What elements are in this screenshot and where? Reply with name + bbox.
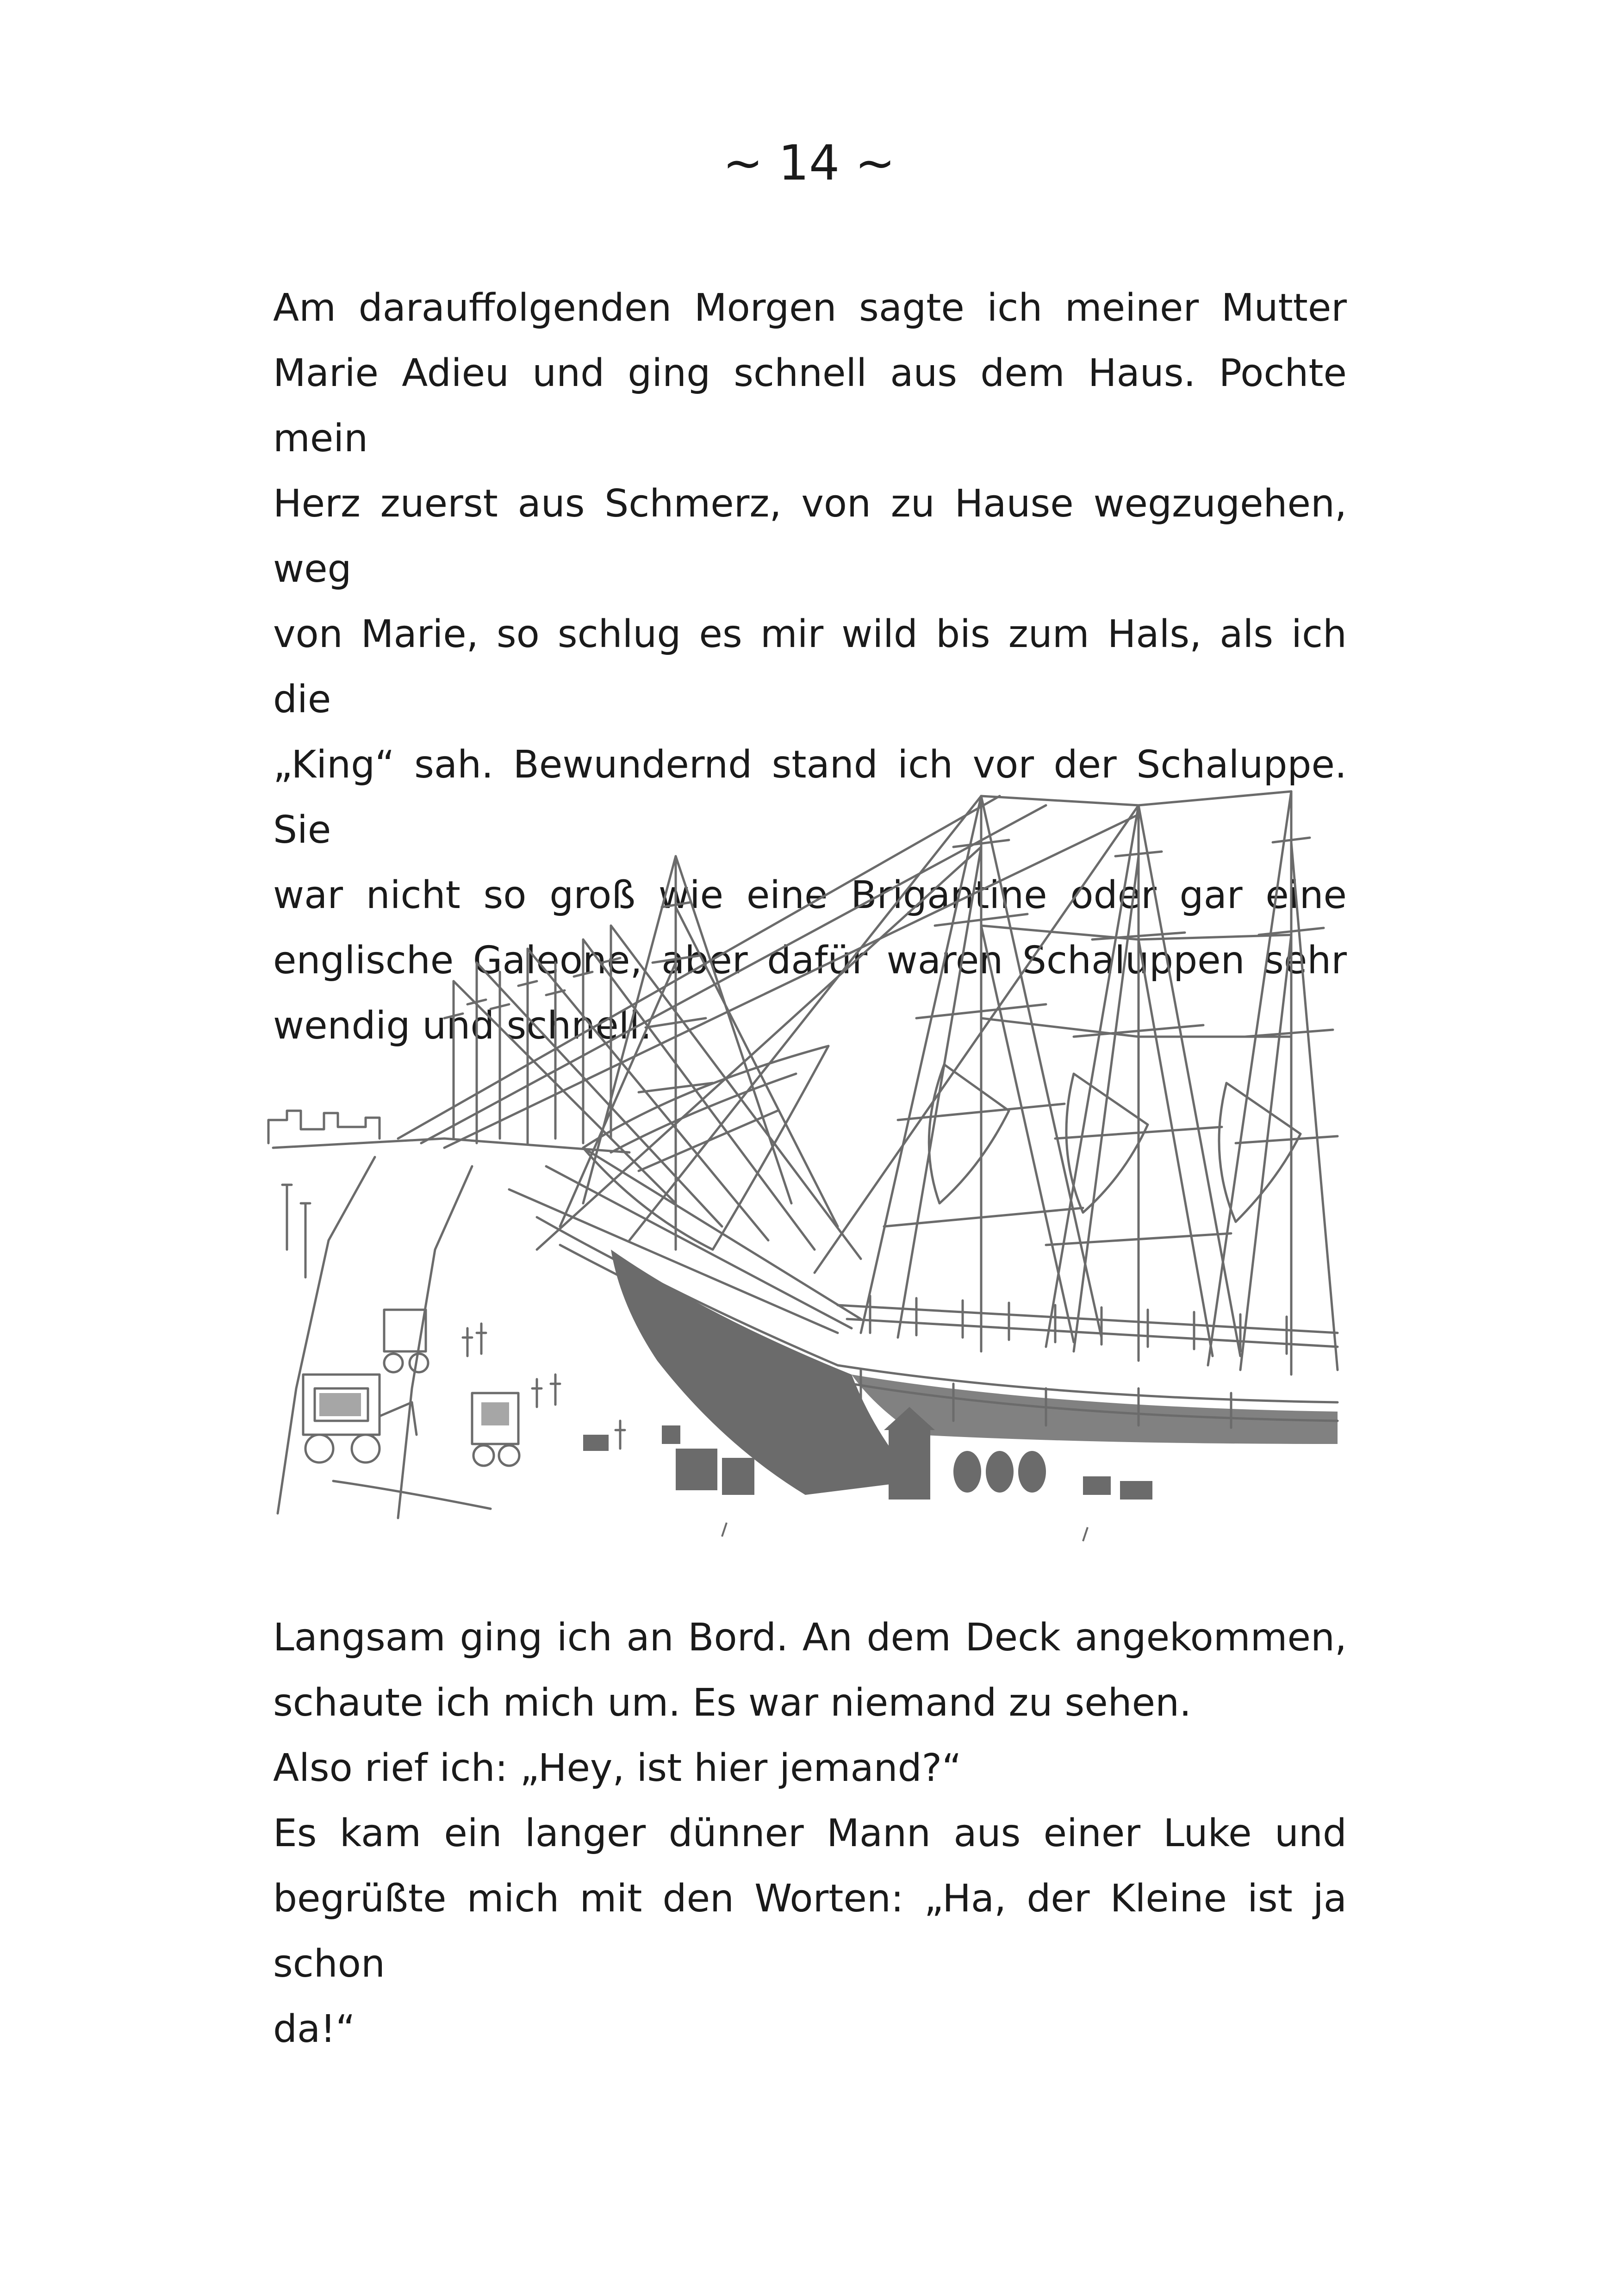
text-line: englische Galeone, aber dafür waren Schaluppen sehr — [273, 939, 1347, 983]
text-line: Marie Adieu und ging schnell aus dem Haus. Pochte mein — [273, 351, 1347, 460]
text-line: Am darauffolgenden Morgen sagte ich meiner Mutter — [273, 286, 1347, 330]
page-number: ~ 14 ~ — [722, 135, 896, 191]
text-line: da!“ — [273, 2007, 355, 2051]
text-line: Es kam ein langer dünner Mann aus einer Luke und — [273, 1811, 1347, 1855]
harbor-ships-illustration — [259, 787, 1342, 1546]
text-line: schaute ich mich um. Es war niemand zu sehen. — [273, 1681, 1192, 1725]
text-line: Also rief ich: „Hey, ist hier jemand?“ — [273, 1746, 962, 1790]
text-line: war nicht so groß wie eine Brigantine oder gar eine — [273, 873, 1347, 917]
text-line: Herz zuerst aus Schmerz, von zu Hause wegzugehen, weg — [273, 482, 1347, 591]
text-line: „King“ sah. Bewundernd stand ich vor der Schaluppe. Sie — [273, 743, 1347, 852]
text-line: begrüßte mich mit den Worten: „Ha, der Kleine ist ja schon — [273, 1877, 1347, 1986]
text-line: Langsam ging ich an Bord. An dem Deck angekommen, — [273, 1616, 1347, 1660]
text-line: wendig und schnell. — [273, 1004, 652, 1048]
paragraph-2 — [273, 1605, 1347, 2062]
text-line: von Marie, so schlug es mir wild bis zum Hals, als ich die — [273, 612, 1347, 722]
